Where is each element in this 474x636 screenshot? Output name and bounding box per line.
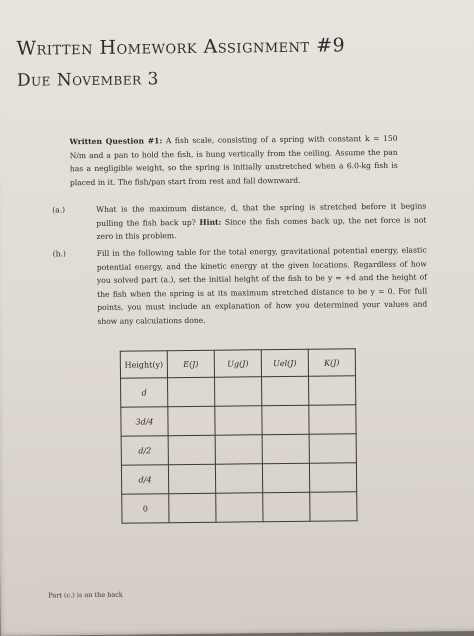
assignment-title: Written Homework Assignment #9 [16, 34, 346, 60]
question-intro [69, 132, 398, 189]
answer-cell[interactable] [168, 377, 215, 406]
answer-cell[interactable] [262, 405, 309, 434]
answer-cell[interactable] [308, 376, 355, 405]
part-a-hint-label: Hint: [199, 217, 222, 227]
answer-cell[interactable] [262, 434, 309, 463]
answer-cell[interactable] [262, 376, 309, 405]
height-cell: 3d/4 [121, 407, 168, 436]
answer-cell[interactable] [309, 463, 356, 492]
table-row [121, 405, 356, 436]
part-a [52, 199, 427, 243]
height-cell: d [121, 378, 168, 407]
answer-cell[interactable] [168, 464, 215, 493]
answer-cell[interactable] [263, 492, 310, 521]
table-row [121, 463, 356, 494]
question-label: Written Question #1: [69, 136, 163, 147]
header-gravitational-pe: Ug(J) [214, 350, 261, 377]
part-a-hint: Since the fish comes back up, the net force is not zero in this problem. [96, 214, 427, 241]
answer-cell[interactable] [216, 493, 263, 522]
answer-cell[interactable] [215, 464, 262, 493]
table-row [121, 376, 356, 407]
part-a-text: What is the maximum distance, d, that the spring is stretched before it begins pulling the fish back up? [96, 201, 427, 228]
header-kinetic-energy: K(J) [308, 349, 355, 376]
answer-cell[interactable] [309, 405, 356, 434]
answer-cell[interactable] [262, 463, 309, 492]
header-height: Height(y) [120, 351, 167, 378]
header-total-energy: E(J) [167, 350, 214, 377]
height-cell: d/2 [121, 436, 168, 465]
answer-cell[interactable] [168, 406, 215, 435]
answer-cell[interactable] [309, 434, 356, 463]
table-row [121, 434, 356, 465]
footer-note: Part (c.) is on the back [48, 590, 123, 600]
table-header-row [120, 349, 355, 378]
header-elastic-pe: Uel(J) [261, 349, 308, 376]
answer-cell[interactable] [168, 435, 215, 464]
answer-cell[interactable] [310, 492, 357, 521]
energy-table [120, 348, 358, 523]
part-b-text: Fill in the following table for the total energy, gravitational potential energy, elastic potential energy, and the kinetic energy at the given locations. Regardless of how you solved part (a.), set the initial height of the fish to be y = +d and the height of the fish when the spring is at its maximum stretched distance to be y = 0. For full points, you must include an explanation of how you determined your values and show any calculations done. [96, 245, 428, 326]
due-date: Due November 3 [16, 69, 159, 91]
answer-cell[interactable] [169, 493, 216, 522]
table-row [122, 492, 357, 523]
part-b-tag: (b.) [52, 249, 66, 259]
question-intro-text: A fish scale, consisting of a spring with constant k = 150 N/m and a pan to hold the fish, is hung vertically from the ceiling. Assume the pan has a negligible weight, so the spring is initially unstretched when a 6.0-kg fish is placed in it. The fish/pan start from rest and fall downward. [69, 133, 398, 187]
answer-cell[interactable] [215, 406, 262, 435]
part-b [52, 243, 428, 328]
answer-cell[interactable] [215, 435, 262, 464]
height-cell: d/4 [121, 465, 168, 494]
part-a-tag: (a.) [52, 205, 66, 215]
answer-cell[interactable] [215, 377, 262, 406]
height-cell: 0 [122, 494, 169, 523]
